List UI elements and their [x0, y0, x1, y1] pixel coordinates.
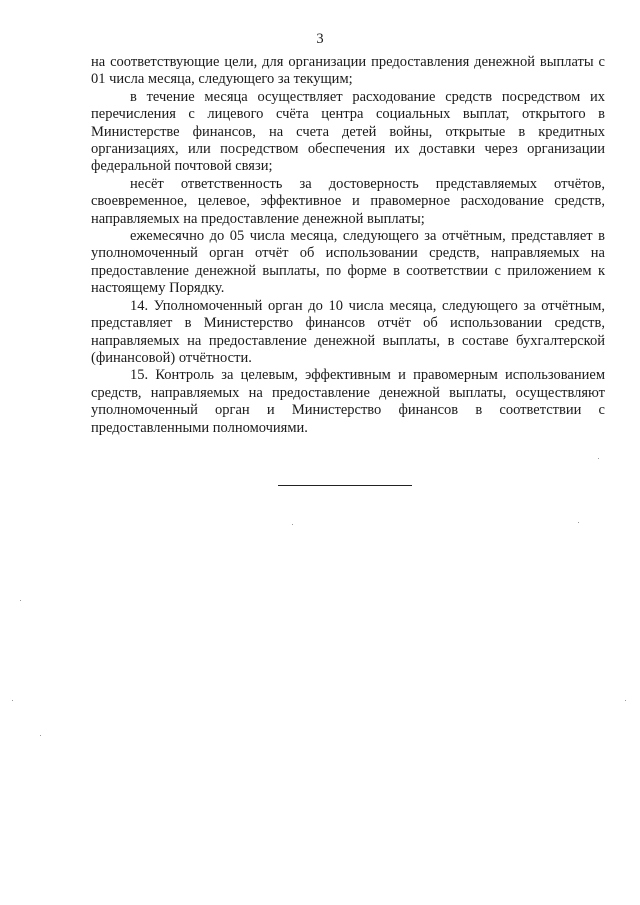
- scan-speck: [20, 600, 21, 601]
- page-number: 3: [316, 31, 324, 47]
- scan-speck: [292, 524, 293, 525]
- paragraph-responsibility: несёт ответственность за достоверность представляемых отчётов, своевременное, целевое, эффективное и правомерное расходование средств, направляемых на предоставление денежной выплаты;: [91, 175, 605, 227]
- paragraph-item-15: 15. Контроль за целевым, эффективным и правомерным использованием средств, направляемых на предоставление денежной выплаты, осуществляют уполномоченный орган и Министерство финансов в соответствии с предоставленными полномочиями.: [91, 367, 605, 436]
- document-body: [91, 54, 605, 437]
- scan-speck: [598, 458, 599, 459]
- paragraph-expenditure: в течение месяца осуществляет расходование средств посредством их перечисления с лицевого счёта центра социальных выплат, открытого в Министерстве финансов, на счета детей войны, открытые в кредитных организациях, или посредством обеспечения их доставки через организации федеральной почтовой связи;: [91, 88, 605, 175]
- scan-speck: [12, 700, 13, 701]
- end-of-document-rule: [278, 485, 412, 486]
- scan-speck: [578, 522, 579, 523]
- scan-speck: [625, 700, 626, 701]
- scan-speck: [40, 735, 41, 736]
- paragraph-monthly-report: ежемесячно до 05 числа месяца, следующего за отчётным, представляет в уполномоченный орган отчёт об использовании средств, направляемых на предоставление денежной выплаты, по форме в соответствии с приложением к настоящему Порядку.: [91, 228, 605, 297]
- paragraph-continuation: на соответствующие цели, для организации предоставления денежной выплаты с 01 числа месяца, следующего за текущим;: [91, 54, 605, 88]
- paragraph-item-14: 14. Уполномоченный орган до 10 числа месяца, следующего за отчётным, представляет в Министерство финансов отчёт об использовании средств, направляемых на предоставление денежной выплаты, в составе бухгалтерской (финансовой) отчётности.: [91, 297, 605, 366]
